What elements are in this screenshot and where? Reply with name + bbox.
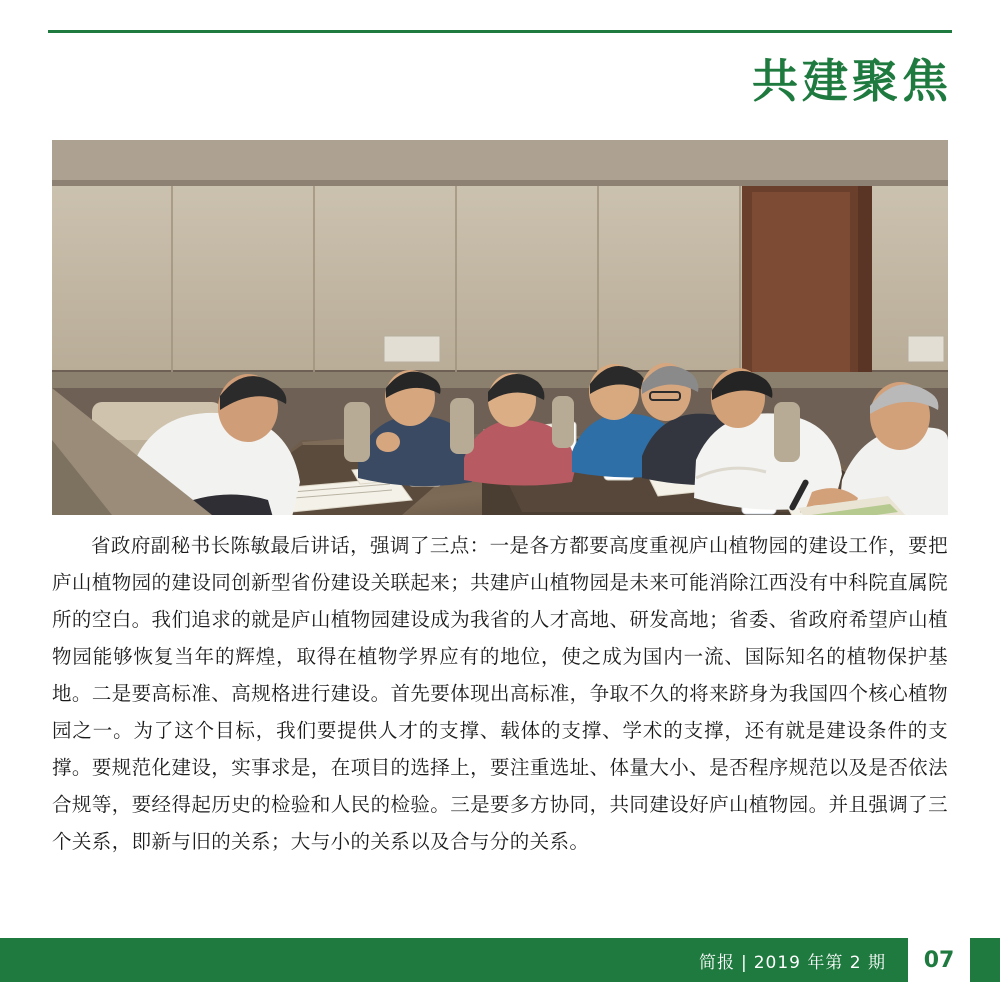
- footer-publication: 简报: [698, 952, 735, 973]
- footer-issue: 2019 年第 2 期: [753, 952, 886, 973]
- footer-publication-line: [699, 948, 908, 973]
- page-number: 07: [908, 938, 970, 982]
- article-body: 省政府副秘书长陈敏最后讲话，强调了三点：一是各方都要高度重视庐山植物园的建设工作，要把庐山植物园的建设同创新型省份建设关联起来；共建庐山植物园是未来可能消除江西没有中科院直属院所的空白。我们追求的就是庐山植物园建设成为我省的人才高地、研发高地；省委、省政府希望庐山植物园能够恢复当年的辉煌，取得在植物学界应有的地位，使之成为国内一流、国际知名的植物保护基地。二是要高标准、高规格进行建设。首先要体现出高标准，争取不久的将来跻身为我国四个核心植物园之一。为了这个目标，我们要提供人才的支撑、载体的支撑、学术的支撑，还有就是建设条件的支撑。要规范化建设，实事求是，在项目的选择上，要注重选址、体量大小、是否程序规范以及是否依法合规等，要经得起历史的检验和人民的检验。三是要多方协同，共同建设好庐山植物园。并且强调了三个关系，即新与旧的关系；大与小的关系以及合与分的关系。: [52, 536, 948, 853]
- section-title: 共建聚焦: [752, 54, 952, 108]
- meeting-photo-illustration: [52, 140, 948, 515]
- footer-right-cap: [970, 938, 1000, 982]
- footer-bar: [0, 938, 1000, 982]
- footer-content: [699, 938, 1000, 982]
- footer-separator: |: [740, 952, 748, 973]
- meeting-photo: [52, 140, 948, 515]
- top-divider-rule: [48, 30, 952, 33]
